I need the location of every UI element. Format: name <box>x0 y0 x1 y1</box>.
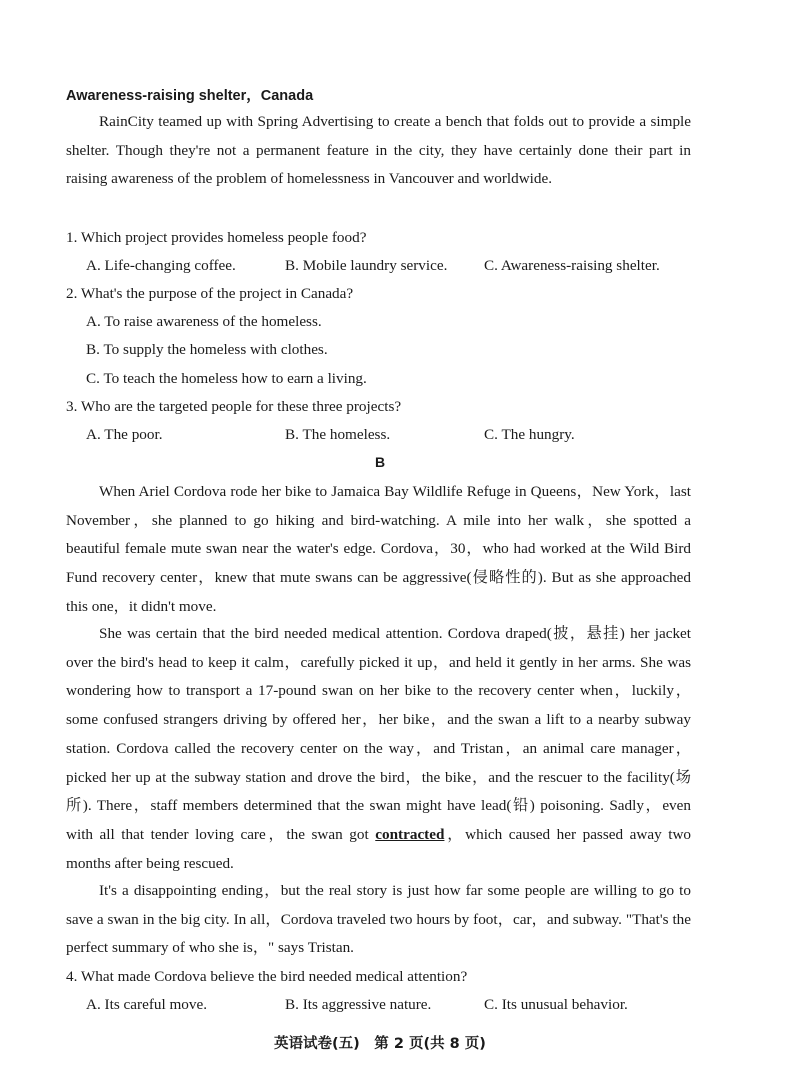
question-4-option-b: B. Its aggressive nature. <box>285 996 432 1013</box>
question-2-stem: 2. What's the purpose of the project in Canada? <box>66 285 354 302</box>
question-4-stem: 4. What made Cordova believe the bird needed medical attention? <box>66 968 468 985</box>
question-1-option-a: A. Life-changing coffee. <box>86 257 236 274</box>
underlined-word: contracted <box>375 825 445 843</box>
passage-heading: Awareness-raising shelter，Canada <box>66 88 314 104</box>
story-paragraph-1: When Ariel Cordova rode her bike to Jamaica Bay Wildlife Refuge in Queens，New York，last November，she planned to go hiking and bird-watching. A mile into her walk，she spotted a beautiful female mute swan near the water's edge. Cordova，30，who had worked at the Wild Bird Fund recovery center，knew that mute swans can be aggressive(侵略性的). But as she approached this one，it didn't move. <box>66 483 691 615</box>
question-3-option-a: A. The poor. <box>86 426 163 443</box>
story-paragraph-2-text: She was certain that the bird needed medical attention. Cordova draped(披，悬挂) her jacket over the bird's head to keep it calm，carefully picked it up，and held it gently in her arms. She was wondering how to transport a 17-pound swan on her bike to the recovery center when，luckily，some confused strangers driving by offered her，her bike，and the swan a lift to a nearby subway station. Cordova called the recovery center on the way，and Tristan，an animal care manager，picked her up at the subway station and drove the bird，the bike，and the rescuer to the facility(场所). There，staff members determined that the swan might have lead(铅) poisoning. Sadly，even with all that tender loving care，the swan got <box>66 625 691 843</box>
question-2-option-c: C. To teach the homeless how to earn a living. <box>86 370 367 387</box>
question-1-option-c: C. Awareness-raising shelter. <box>484 257 660 274</box>
section-label: B <box>374 454 386 470</box>
question-2-option-b: B. To supply the homeless with clothes. <box>86 341 328 358</box>
question-4-option-c: C. Its unusual behavior. <box>484 996 628 1013</box>
question-3-option-b: B. The homeless. <box>285 426 391 443</box>
question-4-option-a: A. Its careful move. <box>86 996 208 1013</box>
passage-paragraph: RainCity teamed up with Spring Advertising to create a bench that folds out to provide a simple shelter. Though they're not a permanent feature in the city, they have certainly done their part in raising awareness of the problem of homelessness in Vancouver and worldwide. <box>66 113 691 188</box>
page-footer: 英语试卷(五) 第 2 页(共 8 页) <box>274 1036 486 1052</box>
question-1-option-b: B. Mobile laundry service. <box>285 257 448 274</box>
question-1-stem: 1. Which project provides homeless people food? <box>66 229 367 246</box>
question-3-option-c: C. The hungry. <box>484 426 575 443</box>
question-3-stem: 3. Who are the targeted people for these three projects? <box>66 398 402 415</box>
story-paragraph-2 <box>66 620 691 878</box>
story-paragraph-2-tail: ，which caused her passed away two months after being rescued. <box>66 825 692 872</box>
question-2-option-a: A. To raise awareness of the homeless. <box>86 313 322 330</box>
story-paragraph-3: It's a disappointing ending，but the real story is just how far some people are willing to go to save a swan in the big city. In all，Cordova traveled two hours by foot，car，and subway. "That's the perfect summary of who she is，" says Tristan. <box>66 882 691 957</box>
